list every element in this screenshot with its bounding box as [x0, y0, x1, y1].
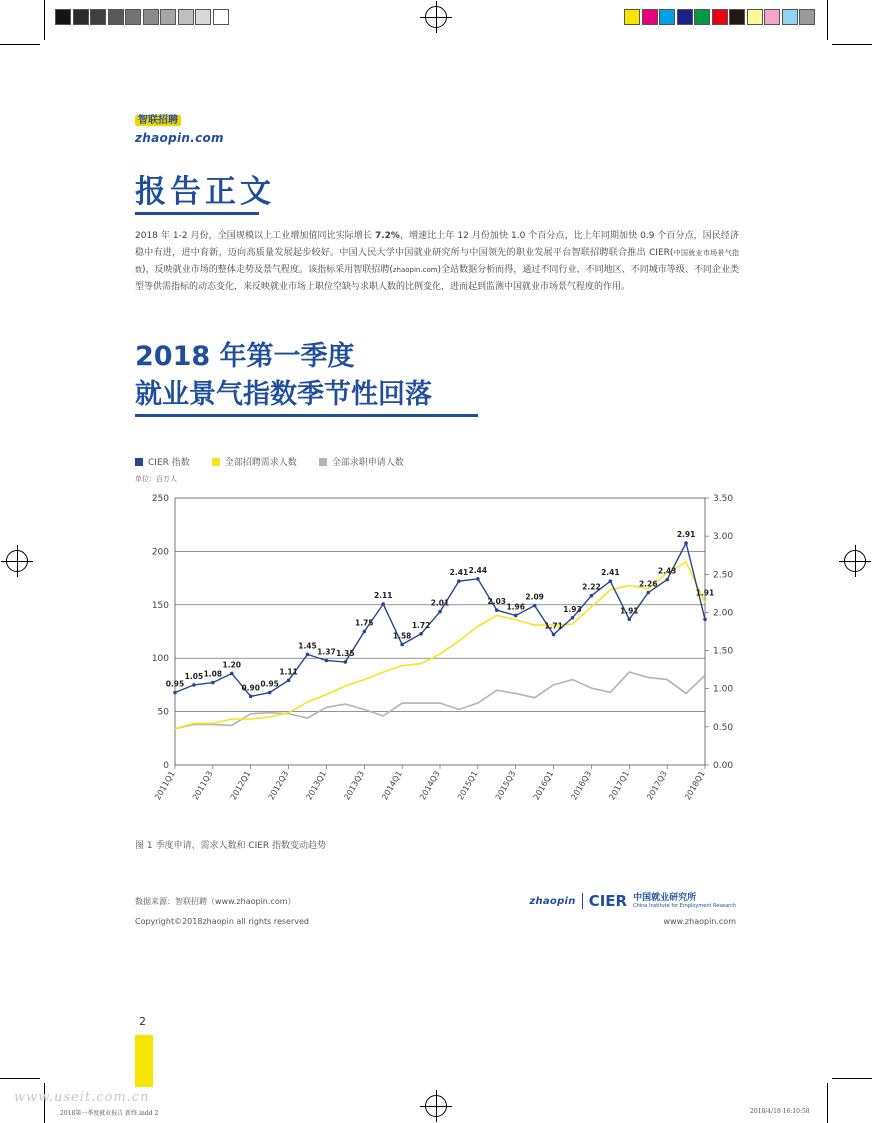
- x-tick-label: 2018Q1: [683, 769, 707, 802]
- left-tick-label: 250: [151, 494, 169, 504]
- cier-point: [457, 579, 461, 583]
- cier-data-label: 2.41: [601, 568, 620, 578]
- intro-text-1: 2018 年 1-2 月份，全国规模以上工业增加值同比实际增长: [135, 231, 375, 241]
- crop-mark: [0, 1078, 40, 1079]
- headline-line-1: 2018 年第一季度: [135, 341, 355, 372]
- cier-en-name: China Institute for Employment Research: [633, 903, 736, 909]
- legend-swatch-supply: [319, 458, 327, 466]
- cier-point: [173, 691, 177, 695]
- cier-data-label: 1.91: [620, 606, 639, 616]
- cier-point: [571, 616, 575, 620]
- cier-point: [419, 632, 423, 636]
- legend-label-demand: 全部招聘需求人数: [224, 458, 297, 468]
- legend-label-cier: CIER 指数: [148, 458, 190, 468]
- cier-point: [381, 602, 385, 606]
- cier-cn-name: 中国就业研究所: [633, 893, 697, 903]
- cier-point: [703, 617, 707, 621]
- cier-data-label: 2.01: [430, 598, 450, 608]
- footer-site: www.zhaopin.com: [663, 917, 736, 926]
- cier-point: [684, 541, 688, 545]
- cier-data-label: 2.44: [468, 565, 488, 575]
- cier-data-label: 2.09: [525, 592, 544, 602]
- cier-point: [646, 591, 650, 595]
- section-title: 报告正文: [135, 174, 275, 210]
- legend-swatch-cier: [135, 458, 143, 466]
- cier-point: [438, 610, 442, 614]
- right-tick-label: 0.00: [713, 761, 734, 771]
- cier-data-label: 1.93: [563, 604, 582, 614]
- cier-data-label: 2.03: [487, 597, 507, 607]
- cier-point: [514, 614, 518, 618]
- cier-point: [211, 681, 215, 685]
- plot-frame: [175, 498, 705, 765]
- cier-point: [476, 577, 480, 581]
- logo-brand-text: zhaopin.com: [135, 131, 224, 145]
- cier-data-label: 1.96: [506, 602, 525, 612]
- right-tick-label: 3.50: [713, 494, 734, 504]
- crop-mark: [832, 44, 872, 45]
- gray-swatch: [125, 9, 141, 25]
- headline-line-2: 就业景气指数季节性回落: [135, 379, 432, 410]
- right-tick-label: 2.50: [713, 570, 734, 581]
- unit-label: 单位：百万人: [135, 475, 177, 483]
- left-tick-label: 0: [163, 761, 169, 771]
- cier-point: [665, 578, 669, 582]
- cier-data-label: 1.08: [203, 669, 223, 679]
- legend-item-demand: [212, 455, 297, 468]
- cier-point: [533, 604, 537, 608]
- cier-data-label: 1.71: [544, 621, 563, 631]
- x-tick-label: 2016Q1: [531, 769, 556, 802]
- figure-caption: 图 1 季度申请、需求人数和 CIER 指数变动趋势: [135, 841, 327, 851]
- cier-point: [400, 643, 404, 647]
- cier-point: [609, 579, 613, 583]
- legend-label-supply: 全部求职申请人数: [331, 458, 404, 468]
- inline-site: zhaopin.com: [392, 266, 438, 274]
- right-tick-label: 1.50: [713, 646, 734, 657]
- legend-item-supply: [319, 455, 404, 468]
- x-tick-label: 2014Q1: [380, 769, 404, 802]
- color-swatch: [782, 9, 798, 25]
- cier-point: [249, 695, 253, 699]
- gray-swatch: [143, 9, 159, 25]
- registration-mark: [425, 6, 447, 28]
- cier-data-label: 2.43: [657, 566, 677, 576]
- page-tab-bar: [135, 1035, 153, 1087]
- color-swatch: [677, 9, 693, 25]
- print-slug-file: 2018第一季度就业报告 新终.indd 2: [60, 1110, 159, 1117]
- cier-data-label: 2.26: [638, 579, 658, 589]
- color-swatch: [694, 9, 710, 25]
- color-swatch: [659, 9, 675, 25]
- legend-item-cier: [135, 455, 190, 468]
- right-tick-label: 0.50: [713, 722, 734, 733]
- gray-swatch: [108, 9, 124, 25]
- series-line-supply: [175, 669, 705, 729]
- cier-name: 中国就业市场景气指数: [135, 249, 740, 274]
- growth-value: 7.2%: [374, 231, 400, 241]
- left-tick-label: 200: [151, 547, 169, 558]
- cier-logo: CIER: [588, 892, 628, 910]
- registration-mark: [425, 1095, 447, 1117]
- gray-swatch: [213, 9, 229, 25]
- color-swatch: [624, 9, 640, 25]
- right-tick-label: 3.00: [713, 532, 734, 543]
- cier-point: [344, 660, 348, 664]
- cier-data-label: 0.95: [260, 679, 279, 689]
- logo-cn-text: 智联招聘: [135, 115, 181, 126]
- cier-data-label: 0.90: [241, 683, 260, 693]
- cier-point: [495, 608, 499, 612]
- registration-mark: [844, 550, 866, 572]
- cier-data-label: 1.72: [411, 620, 431, 630]
- cier-point: [552, 633, 556, 637]
- color-swatch: [712, 9, 728, 25]
- cier-point: [230, 672, 234, 676]
- x-tick-label: 2016Q3: [569, 769, 594, 802]
- series-line-cier: [175, 543, 705, 696]
- cier-point: [287, 679, 291, 683]
- left-tick-label: 150: [151, 600, 169, 611]
- cier-point: [268, 691, 272, 695]
- crop-mark: [44, 0, 45, 40]
- gray-swatch: [55, 9, 71, 25]
- x-tick-label: 2015Q1: [455, 769, 480, 802]
- crop-mark: [827, 0, 828, 40]
- crop-mark: [832, 1078, 872, 1079]
- trend-chart: [135, 488, 740, 833]
- intro-text-2: ，增速比上年 12 月份加快 1.0 个百分点，比上年同期加快 0.9 个百分点，国民经济稳中有进，进中育新，迈向高质量发展起步较好。中国人民大学中国就业研究所与中国领先的职业发展平台智联招聘联合推出 CIER(: [135, 231, 739, 258]
- cier-point: [627, 617, 631, 621]
- x-tick-label: 2012Q1: [228, 769, 253, 802]
- cier-data-label: 1.58: [392, 631, 412, 641]
- title-underline: [135, 212, 259, 215]
- right-tick-label: 1.00: [713, 684, 734, 695]
- intro-text-4: )全站数据分析而得，通过不同行业、不同地区、不同城市等级、不同企业类型等供需指标的动态变化，来反映就业市场上职位空缺与求职人数的比例变化，进而起到监测中国就业市场景气程度的作用。: [135, 265, 740, 292]
- left-tick-label: 100: [151, 654, 169, 665]
- cier-data-label: 2.22: [582, 582, 601, 592]
- intro-text-3: )，反映就业市场的整体走势及景气程度。该指标采用智联招聘(: [142, 265, 393, 275]
- cier-point: [325, 659, 329, 663]
- copyright: Copyright©2018zhaopin all rights reserved: [135, 917, 309, 926]
- cier-point: [306, 653, 310, 657]
- cier-data-label: 1.37: [317, 647, 336, 657]
- cier-data-label: 1.91: [695, 588, 715, 598]
- gray-swatch: [178, 9, 194, 25]
- left-tick-label: 50: [157, 707, 169, 718]
- gray-swatch: [90, 9, 106, 25]
- color-swatch: [764, 9, 780, 25]
- cier-data-label: 1.35: [336, 649, 355, 659]
- headline-underline: [135, 414, 478, 417]
- cier-data-label: 1.11: [279, 667, 298, 677]
- intro-paragraph: [135, 228, 739, 296]
- x-tick-label: 2014Q3: [418, 769, 442, 802]
- chart-legend: [135, 455, 404, 468]
- cier-point: [590, 594, 594, 598]
- page-number: 2: [139, 1015, 146, 1028]
- gray-swatch: [73, 9, 89, 25]
- footer-logos: [529, 892, 736, 910]
- color-swatch: [642, 9, 658, 25]
- headline: [135, 338, 432, 414]
- footer-brand-logo: zhaopin: [529, 895, 576, 907]
- x-tick-label: 2013Q3: [342, 769, 367, 802]
- x-tick-label: 2011Q3: [190, 769, 215, 802]
- x-tick-label: 2017Q1: [607, 769, 632, 802]
- logo-divider: [582, 893, 583, 909]
- print-slug-date: 2018/4/18 16:10:58: [750, 1108, 810, 1115]
- cier-point: [192, 683, 196, 687]
- x-tick-label: 2012Q3: [266, 769, 291, 802]
- right-tick-label: 2.00: [713, 608, 734, 619]
- cier-name-block: [633, 893, 736, 909]
- data-source: 数据来源：智联招聘（www.zhaopin.com）: [135, 897, 296, 906]
- x-tick-label: 2013Q1: [304, 769, 329, 802]
- x-tick-label: 2015Q3: [493, 769, 518, 802]
- cier-data-label: 2.91: [676, 530, 696, 540]
- cier-data-label: 0.95: [165, 679, 185, 689]
- legend-swatch-demand: [212, 458, 220, 466]
- crop-mark: [0, 44, 40, 45]
- gray-swatch: [195, 9, 211, 25]
- cier-data-label: 2.11: [373, 591, 393, 601]
- registration-mark: [6, 550, 28, 572]
- color-swatch: [747, 9, 763, 25]
- cier-data-label: 1.20: [222, 660, 242, 670]
- color-swatch: [799, 9, 815, 25]
- cier-data-label: 2.41: [449, 568, 469, 578]
- cier-data-label: 1.45: [298, 641, 317, 651]
- x-tick-label: 2011Q1: [153, 769, 177, 802]
- cier-data-label: 1.05: [184, 671, 204, 681]
- x-tick-label: 2017Q3: [645, 769, 669, 802]
- cier-point: [362, 630, 366, 634]
- crop-mark: [827, 1083, 828, 1123]
- cier-data-label: 1.75: [355, 618, 374, 628]
- zhaopin-logo: [135, 108, 224, 146]
- watermark: www.useit.com.cn: [14, 1090, 150, 1105]
- gray-swatch: [160, 9, 176, 25]
- color-swatch: [729, 9, 745, 25]
